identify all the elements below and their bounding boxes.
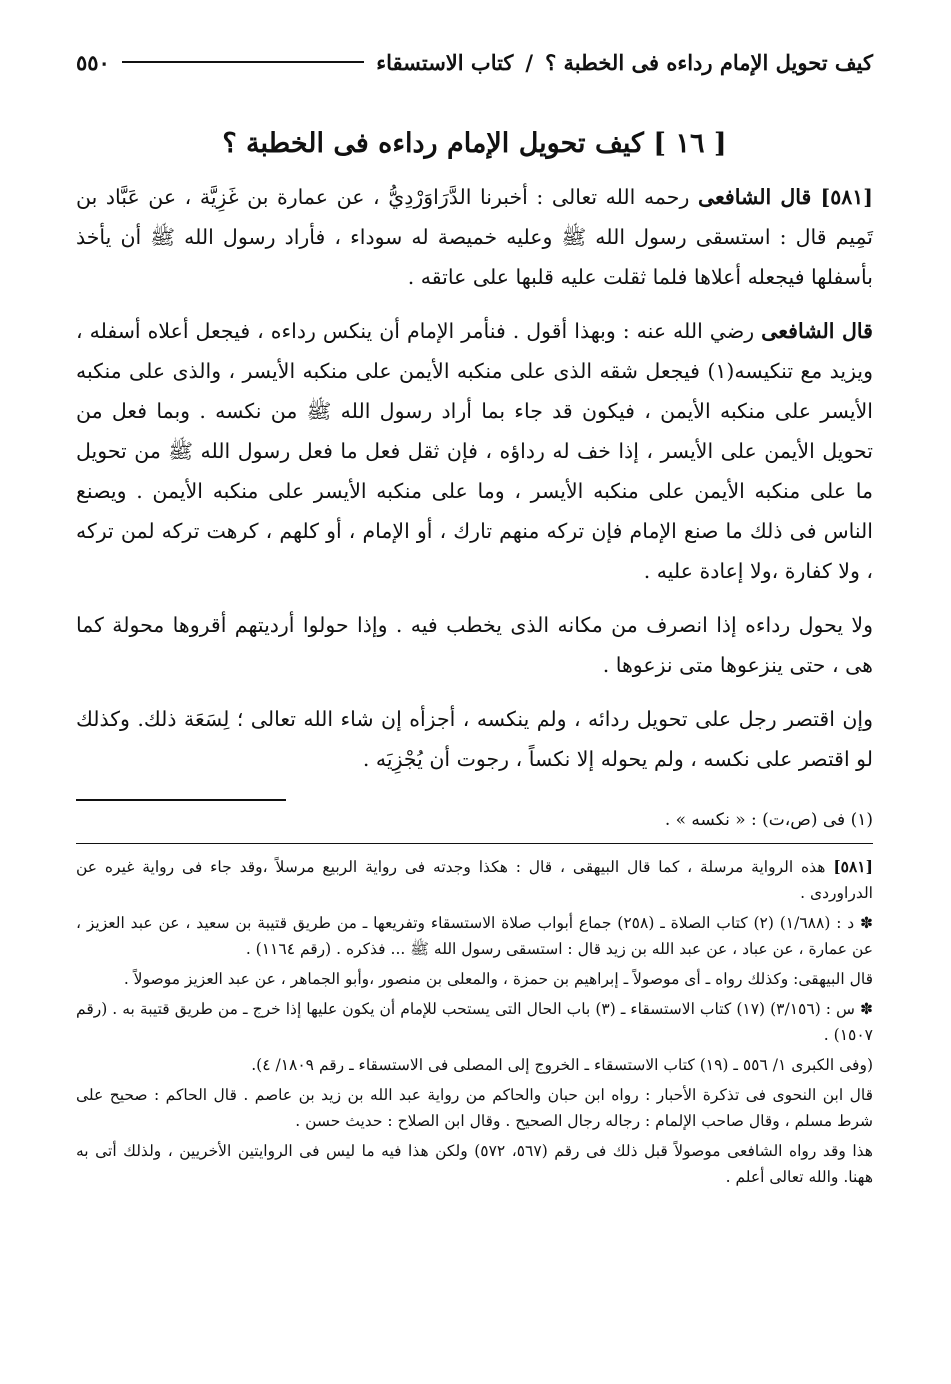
commentary-paragraph: قال البيهقى: وكذلك رواه ـ أى موصولاً ـ إبراهيم بن حمزة ، والمعلى بن منصور ،وأبو الجماهر ، عن عبد العزيز موصولاً . (123, 970, 873, 988)
commentary-text: هذه الرواية مرسلة ، كما قال البيهقى ، قال : هكذا وجدته فى رواية الربيع مرسلاً ،وقد جاء فى رواية غيره عن الدراوردى . (76, 858, 873, 902)
paragraph-581 (76, 177, 873, 297)
running-header (76, 40, 873, 84)
paragraph-text: رحمه الله تعالى : أخبرنا الدَّرَاوَرْدِيُّ ، عن عمارة بن غَزِيَّة ، عن عَبَّاد بن تَمِيم قال : استسقى رسول الله ﷺ وعليه خميصة له سوداء ، فأراد رسول الله ﷺ أن يأخذ بأسفلها فيجعله أعلاها فلما ثقلت عليه قلبها على عاتقه . (76, 185, 873, 289)
commentary-separator (76, 843, 873, 844)
paragraph-text: رضي الله عنه : وبهذا أقول . فنأمر الإمام أن ينكس رداءه ، فيجعل أعلاه أسفله ، ويزيد مع تنكيسه(١) فيجعل شقه الذى على منكبه الأيمن على منكبه الأيسر ، والذى على منكبه الأيسر على منكبه الأيمن ، فيكون قد جاء بما أراد رسول الله ﷺ من نكسه . وبما فعل من تحويل الأيمن على الأيسر ، إذا خف له رداؤه ، فإن ثقل فعل ما فعل رسول الله ﷺ من تحويل ما على منكبه الأيمن على منكبه الأيسر ، وما على منكبه الأيسر على منكبه الأيمن . ويصنع الناس فى ذلك ما صنع الإمام فإن تركه منهم تارك ، أو الإمام ، أو كلهم ، كرهت تركه لمن تركه ، ولا كفارة ،ولا إعادة عليه . (76, 319, 874, 583)
paragraph-shafii-opinion (76, 311, 873, 591)
header-rule (122, 61, 364, 63)
commentary-paragraph: (وفى الكبرى ١/ ٥٥٦ ـ (١٩) كتاب الاستسقاء ـ الخروج إلى المصلى فى الاستسقاء ـ رقم ١٨٠٩/ ٤). (251, 1056, 873, 1074)
commentary-paragraph: قال ابن النحوى فى تذكرة الأحبار : رواه ابن حبان والحاكم من رواية عبد الله بن زيد بن عاصم . قال الحاكم : صحيح على شرط مسلم ، وقال صاحب الإلمام : رجاله رجال الصحيح . وقال ابن الصلاح : حديث حسن . (76, 1086, 873, 1130)
commentary-number: [٥٨١] (833, 857, 873, 876)
page-number: ٥٥٠ (76, 49, 110, 75)
commentary-paragraph: ✽ د : (١/٦٨٨) (٢) كتاب الصلاة ـ (٢٥٨) جماع أبواب صلاة الاستسقاء وتفريعها ـ من طريق قتيبة بن سعيد ، عن عبد العزيز ، عن عمارة ، عن عباد ، عن عبد الله بن زيد قال : استسقى رسول الله ﷺ ... فذكره . (رقم ١١٦٤) . (76, 914, 873, 958)
header-separator: / (525, 49, 534, 75)
paragraph-lead: قال الشافعى (761, 319, 873, 343)
paragraph-after-sermon: ولا يحول رداءه إذا انصرف من مكانه الذى يخطب فيه . وإذا حولوا أرديتهم أقروها محولة كما هى ، حتى ينزعوها متى نزعوها . (76, 613, 873, 677)
commentary-paragraph (76, 854, 873, 906)
footnote-divider (76, 799, 286, 801)
header-title-group (110, 50, 873, 75)
header-section-title: كيف تحويل الإمام رداءه فى الخطبة ؟ (545, 49, 873, 75)
main-text (76, 177, 873, 779)
paragraph-lead: [٥٨١] قال الشافعى (697, 185, 873, 209)
commentary-paragraph: ✽ س : (٣/١٥٦) (١٧) كتاب الاستسقاء ـ (٣) باب الحال التى يستحب للإمام أن يكون عليها إذا خرج ـ من طريق قتيبة به . (رقم ١٥٠٧) . (76, 1000, 873, 1044)
chapter-title: [ ١٦ ] كيف تحويل الإمام رداءه فى الخطبة ؟ (222, 128, 727, 159)
commentary-notes (76, 854, 873, 1190)
footnote-1: (١) فى (ص،ت) : « نكسه » . (664, 810, 873, 830)
commentary-paragraph: هذا وقد رواه الشافعى موصولاً قبل ذلك فى رقم (٥٦٧، ٥٧٢) ولكن هذا فيه ما ليس فى الروايتين الأخريين ، ولذلك أتى به ههنا. والله تعالى أعلم . (76, 1142, 873, 1186)
paragraph-partial: وإن اقتصر رجل على تحويل ردائه ، ولم ينكسه ، أجزأه إن شاء الله تعالى ؛ لِسَعَة ذلك. وكذلك لو اقتصر على نكسه ، ولم يحوله إلا نكساً ، رجوت أن يُجْزِيَه . (76, 707, 873, 771)
header-book-title: كتاب الاستسقاء (376, 49, 514, 75)
